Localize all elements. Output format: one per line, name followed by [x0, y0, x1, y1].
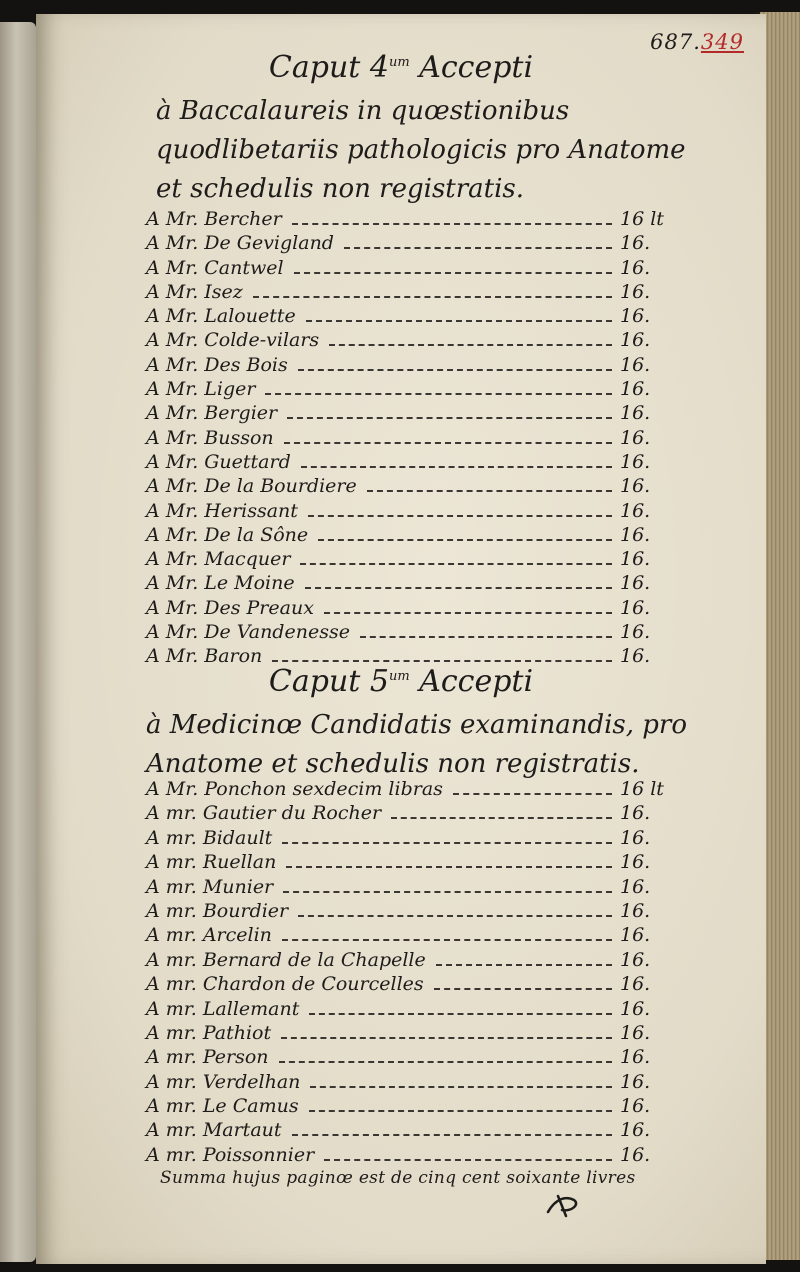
entry-name: Munier — [202, 875, 274, 898]
entry-prefix: A mr. — [146, 1046, 197, 1069]
entry-prefix: A Mr. — [146, 778, 199, 800]
leader-dashes — [318, 539, 612, 541]
ledger-entry — [146, 924, 666, 948]
entry-name: Lalouette — [204, 305, 296, 328]
entry-name: Liger — [204, 378, 256, 401]
entry-amount: 16. — [620, 621, 651, 644]
section2-entry-list — [146, 778, 666, 1168]
folio-number: 349 — [700, 30, 744, 54]
entry-amount: 16. — [620, 1119, 651, 1142]
entry-name: Herissant — [204, 499, 298, 522]
ledger-entry — [146, 1119, 666, 1143]
entry-prefix: A mr. — [146, 997, 197, 1020]
leader-dashes — [287, 417, 612, 419]
entry-amount: 16. — [620, 802, 651, 825]
leader-dashes — [367, 490, 612, 492]
entry-amount: 16. — [620, 353, 651, 376]
entry-amount: 16. — [620, 826, 651, 849]
leader-dashes — [294, 272, 612, 274]
leader-dashes — [298, 369, 612, 371]
entry-prefix: A mr. — [146, 973, 197, 996]
entry-amount: 16. — [620, 499, 651, 522]
section1-description: à Baccalaureis in quœstionibus quodlibetariis pathologicis pro Anatome et schedulis non registratis. — [156, 96, 686, 204]
entry-prefix: A Mr. — [146, 645, 199, 668]
entry-name: Ponchon sexdecim libras — [204, 778, 443, 800]
leader-dashes — [391, 817, 612, 819]
entry-prefix: A mr. — [146, 1143, 197, 1166]
entry-name: Bourdier — [202, 899, 289, 922]
entry-prefix: A Mr. — [146, 378, 199, 401]
leader-dashes — [309, 1013, 612, 1015]
entry-prefix: A Mr. — [146, 305, 199, 328]
entry-prefix: A mr. — [146, 875, 197, 898]
entry-name: Person — [202, 1046, 269, 1069]
ledger-entry — [146, 354, 666, 378]
entry-amount: 16. — [620, 1143, 651, 1166]
section2-description: à Medicinœ Candidatis examinandis, pro Anatome et schedulis non registratis. — [146, 710, 688, 779]
flourish-mark-icon — [544, 1192, 584, 1218]
entry-prefix: A mr. — [146, 851, 197, 874]
entry-amount: 16. — [620, 378, 651, 401]
entry-prefix: A Mr. — [146, 280, 199, 303]
entry-name: Poissonnier — [202, 1143, 315, 1166]
page-sum-line: Summa hujus paginœ est de cinq cent soixante livres — [160, 1168, 636, 1188]
ledger-entry — [146, 900, 666, 924]
entry-name: De Vandenesse — [204, 621, 350, 644]
entry-prefix: A mr. — [146, 1095, 197, 1118]
entry-name: Bercher — [204, 208, 282, 230]
ledger-entry — [146, 949, 666, 973]
entry-prefix: A Mr. — [146, 353, 199, 376]
ledger-entry — [146, 378, 666, 402]
entry-name: De la Bourdiere — [204, 475, 357, 498]
leader-dashes — [265, 393, 612, 395]
ledger-entry — [146, 329, 666, 353]
entry-prefix: A mr. — [146, 1119, 197, 1142]
entry-amount: 16. — [620, 645, 651, 668]
ledger-entry — [146, 524, 666, 548]
leader-dashes — [300, 563, 612, 565]
entry-amount: 16 lt — [620, 208, 664, 230]
entry-name: Des Preaux — [204, 596, 314, 619]
ledger-entry — [146, 1022, 666, 1046]
entry-amount: 16. — [620, 851, 651, 874]
entry-name: Bergier — [204, 402, 278, 425]
ledger-entry — [146, 305, 666, 329]
entry-name: Baron — [204, 645, 263, 668]
ledger-entry — [146, 475, 666, 499]
leader-dashes — [308, 515, 612, 517]
ledger-entry — [146, 232, 666, 256]
entry-name: Bernard de la Chapelle — [202, 948, 426, 971]
entry-name: Arcelin — [202, 924, 272, 947]
entry-amount: 16. — [620, 572, 651, 595]
entry-amount: 16. — [620, 450, 651, 473]
entry-prefix: A Mr. — [146, 548, 199, 571]
facing-page-edge — [0, 22, 36, 1262]
entry-prefix: A mr. — [146, 826, 197, 849]
entry-amount: 16. — [620, 475, 651, 498]
leader-dashes — [360, 636, 612, 638]
ledger-entry — [146, 851, 666, 875]
entry-prefix: A Mr. — [146, 256, 199, 279]
entry-prefix: A mr. — [146, 899, 197, 922]
entry-amount: 16. — [620, 426, 651, 449]
ledger-entry — [146, 1144, 666, 1168]
ledger-entry — [146, 281, 666, 305]
ledger-entry — [146, 1046, 666, 1070]
ledger-entry — [146, 597, 666, 621]
ledger-entry — [146, 778, 666, 802]
leader-dashes — [324, 1159, 612, 1161]
entry-prefix: A Mr. — [146, 499, 199, 522]
entry-prefix: A Mr. — [146, 450, 199, 473]
leader-dashes — [310, 1086, 612, 1088]
entry-prefix: A mr. — [146, 1021, 197, 1044]
entry-amount: 16. — [620, 899, 651, 922]
entry-name: Des Bois — [204, 353, 288, 376]
entry-amount: 16 lt — [620, 778, 664, 800]
ledger-entry — [146, 402, 666, 426]
entry-name: De Gevigland — [204, 232, 334, 255]
entry-name: Colde-vilars — [204, 329, 320, 352]
entry-name: Gautier du Rocher — [202, 802, 382, 825]
entry-name: Macquer — [204, 548, 291, 571]
entry-prefix: A Mr. — [146, 572, 199, 595]
manuscript-page — [36, 14, 766, 1264]
leader-dashes — [284, 442, 612, 444]
entry-prefix: A mr. — [146, 948, 197, 971]
entry-amount: 16. — [620, 402, 651, 425]
section1-entry-list — [146, 208, 666, 670]
entry-prefix: A mr. — [146, 1070, 197, 1093]
ledger-entry — [146, 973, 666, 997]
leader-dashes — [301, 466, 612, 468]
entry-prefix: A Mr. — [146, 596, 199, 619]
entry-name: Isez — [204, 280, 243, 303]
leader-dashes — [324, 612, 612, 614]
entry-name: Martaut — [202, 1119, 282, 1142]
ledger-entry — [146, 208, 666, 232]
leader-dashes — [292, 223, 612, 225]
leader-dashes — [283, 891, 612, 893]
entry-name: Lallemant — [202, 997, 300, 1020]
leader-dashes — [434, 988, 612, 990]
leader-dashes — [344, 247, 612, 249]
entry-name: Chardon de Courcelles — [202, 973, 424, 996]
leader-dashes — [292, 1134, 612, 1136]
leader-dashes — [329, 344, 612, 346]
ledger-entry — [146, 548, 666, 572]
entry-name: De la Sône — [204, 523, 309, 546]
entry-amount: 16. — [620, 973, 651, 996]
entry-amount: 16. — [620, 329, 651, 352]
leader-dashes — [305, 587, 612, 589]
ledger-entry — [146, 572, 666, 596]
entry-prefix: A mr. — [146, 924, 197, 947]
leader-dashes — [453, 793, 612, 795]
page-stack-edge — [760, 12, 800, 1260]
leader-dashes — [436, 964, 612, 966]
ledger-entry — [146, 621, 666, 645]
leader-dashes — [281, 1037, 612, 1039]
entry-prefix: A Mr. — [146, 402, 199, 425]
ledger-entry — [146, 257, 666, 281]
entry-prefix: A Mr. — [146, 329, 199, 352]
ledger-entry — [146, 427, 666, 451]
entry-amount: 16. — [620, 523, 651, 546]
entry-name: Le Camus — [202, 1095, 299, 1118]
entry-name: Ruellan — [202, 851, 277, 874]
entry-prefix: A Mr. — [146, 523, 199, 546]
entry-prefix: A Mr. — [146, 232, 199, 255]
section1-heading: Caput $4^{um}$ Accepti — [268, 50, 534, 85]
ledger-entry — [146, 1095, 666, 1119]
entry-name: Guettard — [204, 450, 291, 473]
page-number-value: 687. — [650, 30, 701, 54]
entry-amount: 16. — [620, 280, 651, 303]
leader-dashes — [286, 866, 612, 868]
entry-amount: 16. — [620, 1046, 651, 1069]
entry-amount: 16. — [620, 1021, 651, 1044]
entry-amount: 16. — [620, 875, 651, 898]
leader-dashes — [253, 296, 612, 298]
entry-prefix: A Mr. — [146, 426, 199, 449]
section2-heading: Caput $5^{um}$ Accepti — [268, 664, 534, 699]
entry-amount: 16. — [620, 596, 651, 619]
entry-name: Cantwel — [204, 256, 284, 279]
ledger-entry — [146, 827, 666, 851]
ledger-entry — [146, 802, 666, 826]
entry-name: Pathiot — [202, 1021, 272, 1044]
entry-amount: 16. — [620, 997, 651, 1020]
entry-amount: 16. — [620, 948, 651, 971]
leader-dashes — [282, 842, 612, 844]
entry-amount: 16. — [620, 232, 651, 255]
ledger-entry — [146, 998, 666, 1022]
entry-prefix: A Mr. — [146, 621, 199, 644]
entry-name: Busson — [204, 426, 274, 449]
leader-dashes — [272, 660, 612, 662]
entry-name: Le Moine — [204, 572, 295, 595]
entry-amount: 16. — [620, 1095, 651, 1118]
ledger-entry — [146, 451, 666, 475]
entry-prefix: A Mr. — [146, 208, 199, 230]
entry-amount: 16. — [620, 548, 651, 571]
entry-prefix: A mr. — [146, 802, 197, 825]
ledger-entry — [146, 876, 666, 900]
entry-amount: 16. — [620, 1070, 651, 1093]
entry-prefix: A Mr. — [146, 475, 199, 498]
ledger-entry — [146, 1071, 666, 1095]
ledger-entry — [146, 500, 666, 524]
entry-name: Bidault — [202, 826, 273, 849]
entry-name: Verdelhan — [202, 1070, 301, 1093]
leader-dashes — [309, 1110, 612, 1112]
leader-dashes — [298, 915, 612, 917]
leader-dashes — [279, 1061, 613, 1063]
entry-amount: 16. — [620, 256, 651, 279]
entry-amount: 16. — [620, 924, 651, 947]
leader-dashes — [282, 939, 612, 941]
entry-amount: 16. — [620, 305, 651, 328]
leader-dashes — [306, 320, 612, 322]
